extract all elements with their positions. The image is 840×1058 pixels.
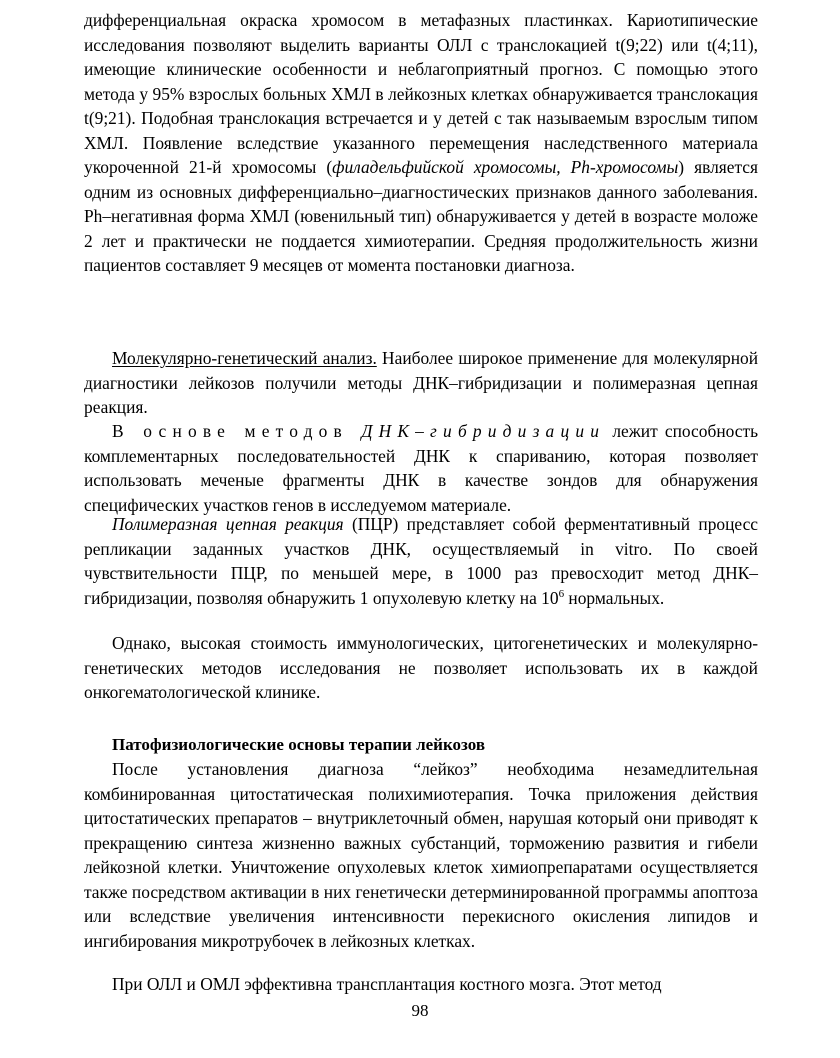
paragraph-dna-hybridization-start: В основе методов xyxy=(112,421,362,441)
page-number: 98 xyxy=(411,1001,429,1020)
exponent: 6 xyxy=(558,587,565,600)
paragraph-cost xyxy=(84,631,758,705)
paragraph-transplant-text: При ОЛЛ и ОМЛ эффективна трансплантация костного мозга. Этот метод xyxy=(112,974,662,994)
pcr-term: Полимеразная цепная реакция xyxy=(112,514,344,534)
paragraph-therapy-text: После установления диагноза “лейкоз” необходима незамедлительная комбинированная цитостатическая полихимиотерапия. Точка приложения действия цитостатических препаратов – внутриклеточный обмен, нарушая который они приводят к прекращению синтеза жизненно важных субстанций, торможению развития и гибели лейкозной клетки. Уничтожение опухолевых клеток химиопрепаратами осуществляется также посредством активации в них генетически детерминированной программы апоптоза или вследствие увеличения интенсивности перекисного окисления липидов и ингибирования микротрубочек в лейкозных клетках. xyxy=(84,759,758,951)
paragraph-dna-hybridization xyxy=(84,419,758,517)
paragraph-dna-hybridization-text: лежит способность комплементарных последовательностей ДНК к спариванию, которая позволяет использовать меченые фрагменты ДНК в качестве зондов для обнаружения специфических участков генов в исследуемом материале. xyxy=(84,421,759,515)
paragraph-transplant xyxy=(84,972,758,997)
paragraph-molecular-analysis xyxy=(84,346,758,420)
dna-hybridization-term: ДНК–гибридизации xyxy=(361,421,606,441)
paragraph-karyotype xyxy=(84,8,758,278)
section-heading: Патофизиологические основы терапии лейкозов xyxy=(112,735,486,754)
paragraph-molecular-analysis-text: Наиболее широкое применение для молекулярной диагностики лейкозов получили методы ДНК–гибридизации и полимеразная цепная реакция. xyxy=(84,348,758,417)
paragraph-cost-text: Однако, высокая стоимость иммунологических, цитогенетических и молекулярно-генетических методов исследования не позволяет использовать их в каждой онкогематологической клинике. xyxy=(84,633,758,702)
paragraph-pcr xyxy=(84,512,758,610)
philadelphia-chromosome-term: филадельфийской хромосомы, Ph-хромосомы xyxy=(332,157,679,177)
paragraph-pcr-text: (ПЦР) представляет собой ферментативный процесс репликации заданных участков ДНК, осуществляемый in vitro. По своей чувствительности ПЦР, по меньшей мере, в 1000 раз превосходит метод ДНК–гибридизации, позволяя обнаружить 1 опухолевую клетку на 10 xyxy=(84,514,759,608)
paragraph-karyotype-text: дифференциальная окраска хромосом в метафазных пластинках. Кариотипические исследования позволяют выделить варианты ОЛЛ с транслокацией t(9;22) или t(4;11), имеющие клинические особенности и неблагоприятный прогноз. С помощью этого метода у 95% взрослых больных ХМЛ в лейкозных клетках обнаруживается транслокация t(9;21). Подобная транслокация встречается и у детей с так называемым взрослым типом ХМЛ. Появление вследствие указанного перемещения наследственного материала укороченной 21-й хромосомы ( xyxy=(84,10,758,177)
molecular-analysis-heading: Молекулярно-генетический анализ. xyxy=(112,348,377,368)
paragraph-karyotype-end: ) является одним из основных дифференциально–диагностических признаков данного заболевания. Ph–негативная форма ХМЛ (ювенильный тип) обнаруживается у детей в возрасте моложе 2 лет и практически не поддается химиотерапии. Средняя продолжительность жизни пациентов составляет 9 месяцев от момента постановки диагноза. xyxy=(84,157,758,275)
paragraph-pcr-end: нормальных. xyxy=(564,587,665,608)
paragraph-therapy xyxy=(84,757,758,953)
